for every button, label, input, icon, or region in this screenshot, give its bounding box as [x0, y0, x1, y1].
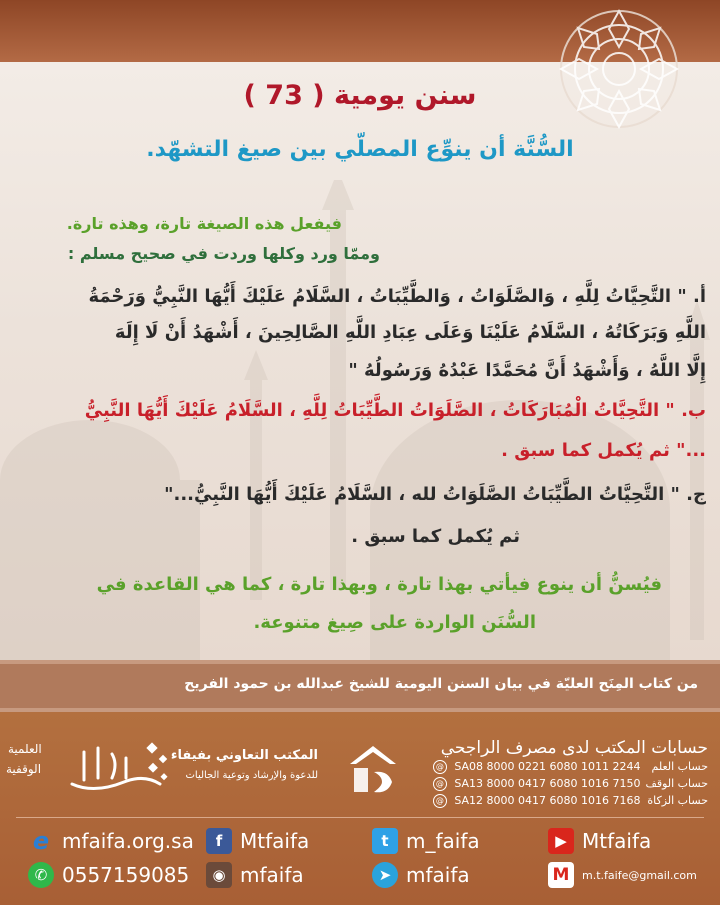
- youtube-link[interactable]: [548, 828, 651, 854]
- office-name: المكتب التعاوني بفيفاء: [170, 748, 318, 763]
- office-subtitle: للدعوة والإرشاد وتوعية الجاليات: [185, 770, 318, 781]
- account-number[interactable]: SA12 8000 0417 6080 1016 7168: [454, 794, 641, 807]
- form-c-line-2: ثم يُكمل كما سبق .: [351, 526, 520, 547]
- form-a-line-3: إِلَّا اللَّهُ ، وَأَشْهَدُ أَنَّ مُحَمَّدًا عَبْدُهُ وَرَسُولُهُ ": [348, 360, 706, 381]
- telegram-icon: ➤: [372, 862, 398, 888]
- account-row: [433, 777, 708, 791]
- instagram-icon: ◉: [206, 862, 232, 888]
- ornament-medallion: [524, 4, 714, 134]
- facebook-link[interactable]: [206, 828, 309, 854]
- twitter-text: m_faifa: [406, 829, 480, 853]
- account-row: [433, 794, 708, 808]
- youtube-text: Mtfaifa: [582, 829, 652, 853]
- account-number[interactable]: SA13 8000 0417 6080 1016 7150: [454, 777, 641, 790]
- account-row: [433, 760, 708, 774]
- twitter-link[interactable]: [372, 828, 480, 854]
- form-a-line-1: أ. " التَّحِيَّاتُ لِلَّهِ ، وَالصَّلَوَاتُ ، وَالطَّيِّبَاتُ ، السَّلَامُ عَلَيْكَ أَيُّهَا النَّبِيُّ وَرَحْمَةُ: [88, 286, 706, 307]
- website-link[interactable]: [28, 828, 194, 854]
- form-b-line-1: ب. " التَّحِيَّاتُ الْمُبَارَكَاتُ ، الصَّلَوَاتُ الطَّيِّبَاتُ لِلَّهِ ، السَّلَامُ عَلَيْكَ أَيُّهَا النَّبِيُّ: [84, 400, 706, 421]
- footer-divider: [16, 817, 704, 818]
- form-a-line-2: اللَّهِ وَبَرَكَاتُهُ ، السَّلَامُ عَلَيْنَا وَعَلَى عِبَادِ اللَّهِ الصَّالِحِينَ ، أَشْهَدُ أَنْ لَا إِلَهَ: [114, 322, 706, 343]
- whatsapp-text: 0557159085: [62, 863, 190, 887]
- intro-line-2: وممّا ورد وكلها وردت في صحيح مسلم :: [67, 244, 380, 263]
- youtube-icon: ▶: [548, 828, 574, 854]
- bank-icon: @: [433, 794, 447, 808]
- facebook-text: Mtfaifa: [240, 829, 310, 853]
- account-number[interactable]: SA08 8000 0221 6080 1011 2244: [454, 760, 641, 773]
- iqtida-side-label-2: الوقفية: [6, 762, 42, 776]
- closing-line-2: السُّنَن الواردة على صِيغ متنوعة.: [253, 612, 536, 633]
- form-c-line-1: ج. " التَّحِيَّاتُ الطَّيِّبَاتُ الصَّلَوَاتُ لله ، السَّلَامُ عَلَيْكَ أَيُّهَا النَّبِيُّ...": [164, 484, 706, 505]
- page-subtitle: السُّنَّة أن ينوِّع المصلّي بين صيغ التشهّد.: [146, 137, 574, 162]
- gmail-icon: M: [548, 862, 574, 888]
- closing-line-1: فيُسنُّ أن ينوع فيأتي بهذا تارة ، وبهذا تارة ، كما هي القاعدة في: [96, 574, 662, 595]
- facebook-icon: f: [206, 828, 232, 854]
- form-b-line-2: ..." ثم يُكمل كما سبق .: [501, 440, 706, 461]
- account-label: حساب الوقف: [645, 777, 708, 790]
- iqtida-logo-icon: [64, 734, 174, 806]
- instagram-text: mfaifa: [240, 863, 304, 887]
- page-title: سنن يومية ( 73 ): [243, 80, 477, 111]
- office-logo-icon: [338, 742, 408, 802]
- iqtida-side-label-1: العلمية: [8, 742, 42, 756]
- website-text: mfaifa.org.sa: [62, 829, 194, 853]
- instagram-link[interactable]: [206, 862, 304, 888]
- telegram-text: mfaifa: [406, 863, 470, 887]
- bank-icon: @: [433, 777, 447, 791]
- twitter-icon: t: [372, 828, 398, 854]
- email-link[interactable]: [548, 862, 697, 888]
- whatsapp-link[interactable]: [28, 862, 189, 888]
- bank-icon: @: [433, 760, 447, 774]
- accounts-title: حسابات المكتب لدى مصرف الراجحي: [440, 738, 708, 758]
- source-citation: من كتاب المِنَح العليّة في بيان السنن اليومية للشيخ عبدالله بن حمود الفريح: [184, 676, 698, 692]
- account-label: حساب الزكاة: [647, 794, 708, 807]
- whatsapp-icon: ✆: [28, 862, 54, 888]
- telegram-link[interactable]: [372, 862, 470, 888]
- intro-line-1: فيفعل هذه الصيغة تارة، وهذه تارة.: [66, 214, 342, 233]
- account-label: حساب العلم: [651, 760, 708, 773]
- globe-icon: e: [32, 827, 50, 855]
- email-text: m.t.faife@gmail.com: [582, 868, 697, 882]
